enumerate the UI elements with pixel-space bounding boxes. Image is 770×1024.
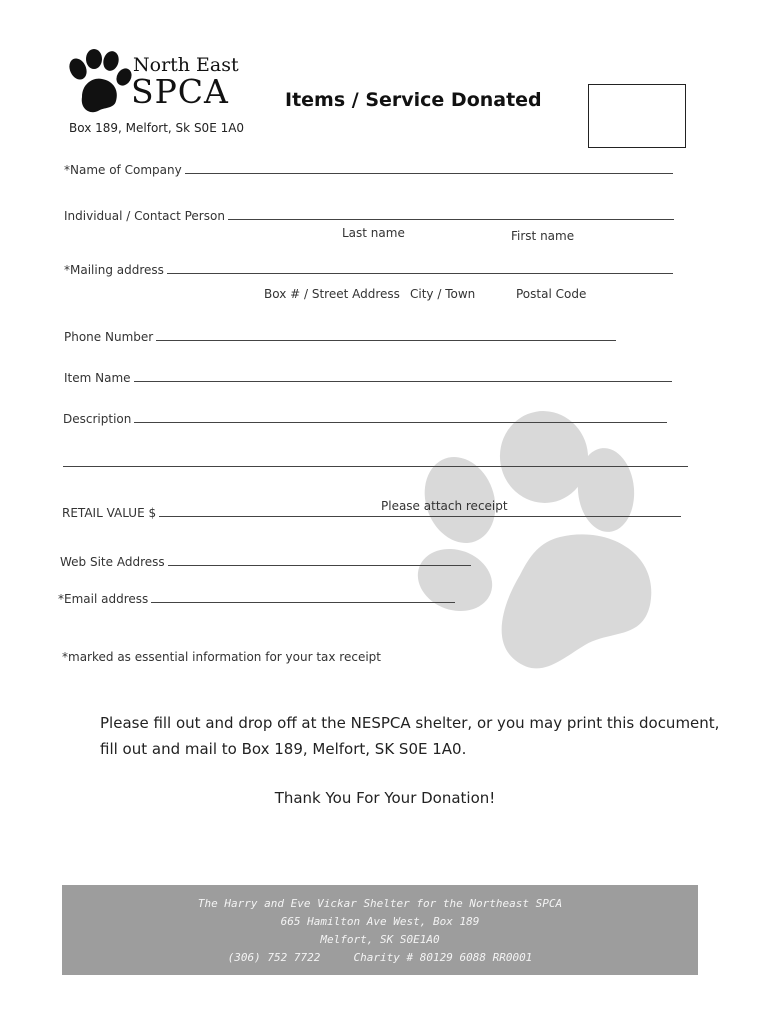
stamp-box bbox=[588, 84, 686, 148]
email-label: *Email address bbox=[58, 592, 149, 606]
page-title: Items / Service Donated bbox=[285, 89, 542, 111]
footer-banner bbox=[62, 885, 698, 975]
email-field[interactable] bbox=[58, 592, 455, 606]
footer-line-1: The Harry and Eve Vickar Shelter for the Northeast SPCA bbox=[197, 897, 563, 910]
retail-value-field[interactable] bbox=[62, 506, 681, 520]
street-address-label: Box # / Street Address bbox=[264, 287, 400, 301]
description-extra-line[interactable] bbox=[63, 466, 688, 467]
description-input-line[interactable] bbox=[134, 422, 667, 423]
company-input-line[interactable] bbox=[185, 173, 673, 174]
contact-person-label: Individual / Contact Person bbox=[64, 209, 225, 223]
footer-line-3: Melfort, SK S0E1A0 bbox=[320, 933, 440, 946]
postal-code-label: Postal Code bbox=[516, 287, 587, 301]
header-address: Box 189, Melfort, Sk S0E 1A0 bbox=[69, 121, 245, 135]
instructions-line-1: Please fill out and drop off at the NESPCA shelter, or you may print this document, bbox=[100, 714, 720, 732]
paw-logo-icon bbox=[64, 49, 134, 115]
website-label: Web Site Address bbox=[60, 555, 165, 569]
email-input-line[interactable] bbox=[151, 602, 455, 603]
logo-text-spca: SPCA bbox=[131, 72, 229, 111]
website-field[interactable] bbox=[60, 555, 471, 569]
item-name-label: Item Name bbox=[64, 371, 131, 385]
instructions-paragraph bbox=[100, 710, 719, 762]
mailing-address-field[interactable] bbox=[64, 263, 673, 277]
paw-watermark-icon bbox=[410, 405, 670, 675]
retail-value-label: RETAIL VALUE $ bbox=[62, 506, 157, 520]
description-field[interactable] bbox=[63, 412, 667, 426]
footer-line-2: 665 Hamilton Ave West, Box 189 bbox=[280, 915, 480, 928]
phone-label: Phone Number bbox=[64, 330, 154, 344]
mailing-address-input-line[interactable] bbox=[167, 273, 673, 274]
phone-input-line[interactable] bbox=[156, 340, 616, 341]
website-input-line[interactable] bbox=[168, 565, 471, 566]
thank-you-text: Thank You For Your Donation! bbox=[274, 789, 496, 807]
item-name-field[interactable] bbox=[64, 371, 672, 385]
receipt-note: Please attach receipt bbox=[381, 499, 508, 513]
retail-value-input-line[interactable] bbox=[159, 516, 681, 517]
company-field[interactable] bbox=[64, 163, 673, 177]
contact-person-field[interactable] bbox=[64, 209, 674, 223]
item-name-input-line[interactable] bbox=[134, 381, 672, 382]
footer-line-4: (306) 752 7722 Charity # 80129 6088 RR0001 bbox=[227, 951, 533, 964]
instructions-line-2: fill out and mail to Box 189, Melfort, SK S0E 1A0. bbox=[100, 740, 467, 758]
contact-person-input-line[interactable] bbox=[228, 219, 674, 220]
city-town-label: City / Town bbox=[410, 287, 476, 301]
description-label: Description bbox=[63, 412, 132, 426]
first-name-label: First name bbox=[511, 229, 575, 243]
logo-text-north-east: North East bbox=[133, 54, 239, 76]
last-name-label: Last name bbox=[342, 226, 405, 240]
essential-info-note: *marked as essential information for your tax receipt bbox=[62, 650, 381, 664]
mailing-address-label: *Mailing address bbox=[64, 263, 164, 277]
company-label: *Name of Company bbox=[64, 163, 182, 177]
phone-field[interactable] bbox=[64, 330, 616, 344]
